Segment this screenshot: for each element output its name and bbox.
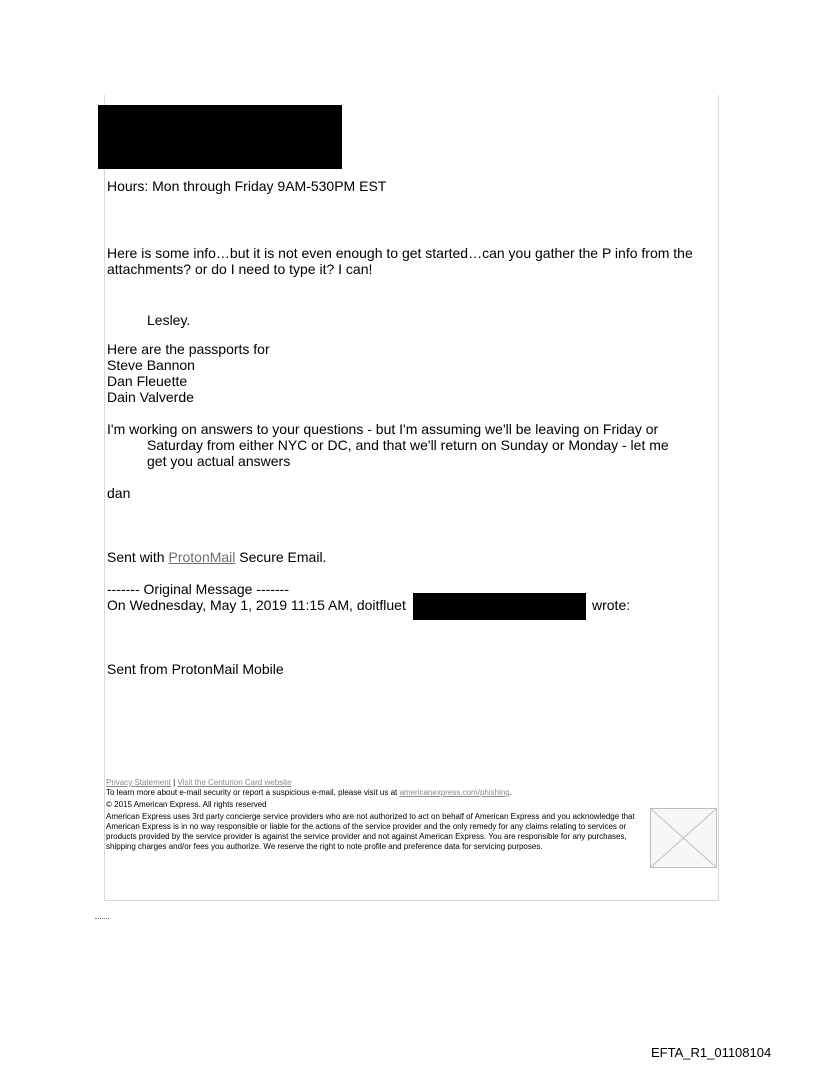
redaction-block-header <box>98 105 342 169</box>
request-line-1: Here is some info…but it is not even enough to get started…can you gather the P info from the <box>107 245 693 261</box>
footer-links <box>106 778 292 788</box>
passports-intro: Here are the passports for <box>107 341 270 357</box>
footer-disclaimer: American Express uses 3rd party concierge service providers who are not authorized to act on behalf of American Express and you acknowledge that American Express is in no way responsible or liable for the actions of the service provider and the only remedy for any claims relating to services or products provided by the service provider is against the service provider and not against American Express. You are responsible for any purchases, shipping charges and/or fees you authorize. We reserve the right to note profile and preference data for servicing purposes. <box>106 812 635 851</box>
redaction-block-email <box>413 593 586 620</box>
phishing-link[interactable]: americanexpress.com/phishing <box>399 788 510 797</box>
request-line-2: attachments? or do I need to type it? I can! <box>107 261 373 277</box>
missing-image-placeholder <box>650 808 717 868</box>
sent-from-mobile: Sent from ProtonMail Mobile <box>107 661 284 677</box>
sent-with-suffix: Secure Email. <box>235 549 327 565</box>
protonmail-link[interactable]: ProtonMail <box>168 549 236 565</box>
bates-number: EFTA_R1_01108104 <box>651 1045 772 1060</box>
greeting: Lesley. <box>147 312 191 328</box>
sent-with-line <box>107 549 326 565</box>
privacy-statement-link[interactable]: Privacy Statement <box>106 778 171 787</box>
answers-line-3: get you actual answers <box>147 453 291 469</box>
security-suffix: . <box>509 788 512 797</box>
signoff: dan <box>107 485 131 501</box>
sent-with-prefix: Sent with <box>107 549 169 565</box>
original-message-divider: ------- Original Message ------- <box>107 581 289 597</box>
stray-mark <box>95 912 109 919</box>
passport-name: Dan Fleuette <box>107 373 188 389</box>
answers-line-1: I'm working on answers to your questions - but I'm assuming we'll be leaving on Friday or <box>107 421 659 437</box>
centurion-card-link[interactable]: Visit the Centurion Card website <box>177 778 292 787</box>
footer-copyright: © 2015 American Express. All rights reserved <box>106 800 267 809</box>
security-prefix: To learn more about e-mail security or report a suspicious e-mail, please visit us at <box>106 788 400 797</box>
hours-line: Hours: Mon through Friday 9AM-530PM EST <box>107 178 387 194</box>
footer-security-line <box>106 788 512 798</box>
passport-name: Dain Valverde <box>107 389 194 405</box>
answers-line-2: Saturday from either NYC or DC, and that we'll return on Sunday or Monday - let me <box>147 437 669 453</box>
broken-image-icon <box>651 809 716 867</box>
on-date-line: On Wednesday, May 1, 2019 11:15 AM, doitfluet <box>107 597 406 613</box>
footer-separator: | <box>170 778 178 787</box>
passport-name: Steve Bannon <box>107 357 195 373</box>
wrote-label: wrote: <box>592 597 631 613</box>
